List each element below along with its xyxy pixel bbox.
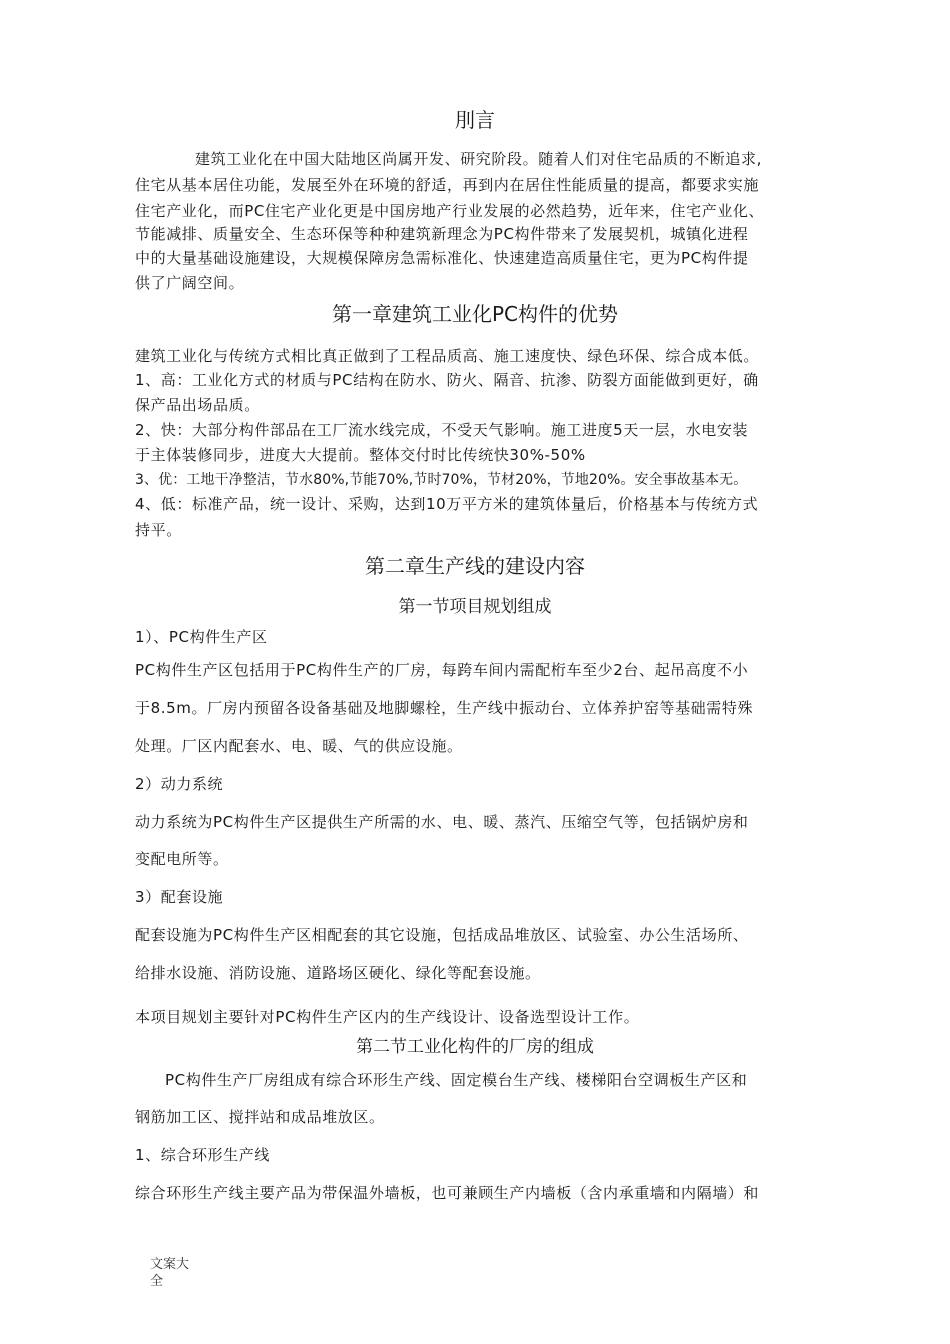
chapter2-title: 第二章生产线的建设内容 <box>365 554 585 578</box>
section1-line: 变配电所等。 <box>135 850 229 868</box>
chapter1-line: 于主体装修同步，进度大大提前。整体交付时比传统快30%-50% <box>135 446 586 464</box>
preface-line: 节能减排、质量安全、生态环保等种种建筑新理念为PC构件带来了发展契机，城镇化进程 <box>135 225 749 243</box>
chapter1-line: 持平。 <box>135 521 182 539</box>
section1-line: 2）动力系统 <box>135 775 224 793</box>
section2-line: PC构件生产厂房组成有综合环形生产线、固定模台生产线、楼梯阳台空调板生产区和 <box>165 1071 748 1089</box>
page-footer: 文案大全 <box>150 1257 190 1289</box>
section1-line: 动力系统为PC构件生产区提供生产所需的水、电、暖、蒸汽、压缩空气等，包括锅炉房和 <box>135 813 749 831</box>
section2-line: 综合环形生产线主要产品为带保温外墙板，也可兼顾生产内墙板（含内承重墙和内隔墙）和 <box>135 1184 760 1202</box>
preface-title: 刖言 <box>455 108 495 132</box>
section1-line: 1）、PC构件生产区 <box>135 628 268 646</box>
section1-line: 配套设施为PC构件生产区相配套的其它设施，包括成品堆放区、试验室、办公生活场所、 <box>135 926 749 944</box>
section2-line: 钢筋加工区、搅拌站和成品堆放区。 <box>135 1108 385 1126</box>
section1-line: 给排水设施、消防设施、道路场区硬化、绿化等配套设施。 <box>135 964 541 982</box>
section1-line: 处理。厂区内配套水、电、暖、气的供应设施。 <box>135 737 463 755</box>
preface-line: 建筑工业化在中国大陆地区尚属开发、研究阶段。随着人们对住宅品质的不断追求, <box>195 150 762 168</box>
section1-title: 第一节项目规划组成 <box>398 597 552 617</box>
section1-line: PC构件生产区包括用于PC构件生产的厂房，每跨车间内需配桁车至少2台、起吊高度不小 <box>135 661 749 679</box>
chapter1-line: 2、快：大部分构件部品在工厂流水线完成，不受天气影响。施工进度5天一层，水电安装 <box>135 421 749 439</box>
preface-line: 住宅产业化，而PC住宅产业化更是中国房地产行业发展的必然趋势，近年来，住宅产业化、 <box>135 202 765 220</box>
section2-title: 第二节工业化构件的厂房的组成 <box>356 1037 594 1057</box>
chapter1-line: 1、高：工业化方式的材质与PC结构在防水、防火、隔音、抗渗、防裂方面能做到更好，确 <box>135 371 759 389</box>
preface-line: 中的大量基础设施建设，大规模保障房急需标准化、快速建造高质量住宅，更为PC构件提 <box>135 249 749 267</box>
section2-line: 1、综合环形生产线 <box>135 1146 270 1164</box>
preface-line: 供了广阔空间。 <box>135 274 245 292</box>
section1-line: 于8.5m。厂房内预留各设备基础及地脚螺栓，生产线中振动台、立体养护窑等基础需特殊 <box>135 699 754 717</box>
chapter1-line: 3、优：工地干净整洁，节水80%,节能70%,节时70%，节材20%，节地20%。安全事故基本无。 <box>135 472 748 488</box>
chapter1-line: 4、低：标准产品，统一设计、采购，达到10万平方米的建筑体量后，价格基本与传统方式 <box>135 495 759 513</box>
chapter1-line: 保产品出场品质。 <box>135 396 260 414</box>
chapter1-title: 第一章建筑工业化PC构件的优势 <box>331 302 619 326</box>
chapter1-line: 建筑工业化与传统方式相比真正做到了工程品质高、施工速度快、绿色环保、综合成本低。 <box>135 347 760 365</box>
preface-line: 住宅从基本居住功能，发展至外在环境的舒适，再到内在居住性能质量的提高，都要求实施 <box>135 176 760 194</box>
section1-line: 本项目规划主要针对PC构件生产区内的生产线设计、设备选型设计工作。 <box>135 1008 640 1026</box>
section1-line: 3）配套设施 <box>135 888 224 906</box>
